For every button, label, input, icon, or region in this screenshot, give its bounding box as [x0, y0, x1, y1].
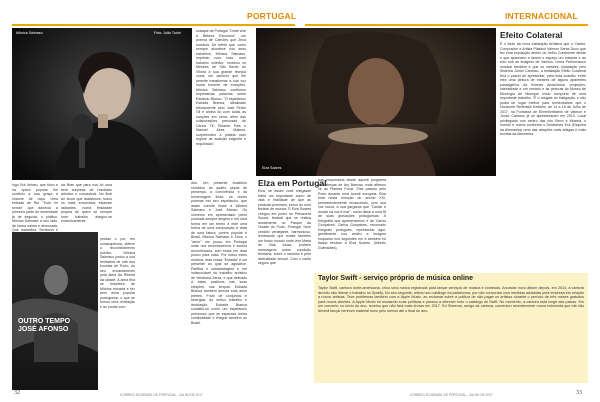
photo-caption-left: Mônica Salmaso — [16, 31, 43, 35]
efeito-column: É o título da nova instalação Artística que o Cantor, Compositor e Artista Plástico Valmon Santa Duvo que fez esta exposição dentro do Velho Continente desde o que aparecem e fazem o espaço um instante e ao eixo sob as imagens de Valmon. Lema Performance musical também e que os mestres, instalação pelo Sistema Júnior Cardoso, a Instalação Efeito Colateral terá o prazer de apresentar, para esta ocasião, entre eles uma pintura de mestres de alguns aparentes passageiros da floresta Amazônica; projeções, intensidade e um cenário e as pinturas do Museu de Etnologia de Munique início comporta de uma importante trabalho. "É o resgate do instigação, e não podia ter lugar melhor para comercializar que o Horizonte Reiterado Kelblein, de 14 a 16 de Julho de 2017, na Fortaleza de Ehrenbreitstein de Valmon e Júnior Cardoso já se apresentaram em 2013. Local privilegiado nos centro das rios Reno e Mosela, o mundo e outros conforma o Deutsches Eck (Esquina da Alemanha) uma das atrações mais antigas e mais bonitas da Alemanha. — [500, 42, 586, 136]
efeito-heading: Efeito Colateral — [500, 30, 563, 40]
article-column-2-top: logo Rui Veloso, que ficou e na ópera popular lhe conferiu a sua graça e charme de raça. Uma entrada de Rui "Tudo foi sendo" que adornou a primeira parte de serenidade já de seguida, o público. Mônica Salmaso a seu lado, de forma calma e demorada, Que maravilha. Sentimos é — [12, 183, 58, 232]
taylor-swift-heading: Taylor Swift - serviço próprio de música online — [318, 275, 474, 282]
article-column-2-side: perdas o por, em consequência, obteve o reconhecimento público. Mônica Salmaso juntou a sua belíssima de ode aos bocetas de Porto, do seu encantamento pela alma da Ribeira da cidade. A alma fina se brasileira de Mônica encaixa e fez bem alma popular portuguesa, o que se tornou uma revelação e ao contar com — [100, 237, 135, 309]
singer-photo — [12, 28, 192, 180]
section-title-internacional: INTERNACIONAL — [505, 11, 578, 21]
elza-photo — [256, 28, 496, 176]
elza-column-2: nos proporciona desde aquele programa de cabeças de Ary Barroso onde afirmou vir do Planeta Fome. Elza passou pelo Porto durante uma tournê europeia. Elza está nesta emoção do século XXI, permanentemente renascendo, com sua voz rouca, a sua garganta que "Cantar é mudar na rua é mar", como disse a uma fã de suas gravações portuguesas. A fotografia que apresentamos é de Carlos Gonçalves. Carlos Gonçalves, renomado fotógrafo português, representar agui, gentilmente nos cedeu a imagem enquanto nos seguintes em a também foi ficado rendido a Elza Soares. (Alberto Guimarães) — [318, 178, 386, 250]
header-rule-right — [305, 24, 588, 26]
header-rule — [12, 24, 295, 26]
section-title-portugal: PORTUGAL — [247, 11, 297, 21]
album-cover — [12, 232, 98, 390]
album-title-line1: OUTRO TEMPO — [18, 318, 71, 325]
article-column-2-mid: da Bran que para nós foi uma bela surpresa de resultado artístico e conceptual. No final do show que assistimos, todos os mais envolvidos estavam radiantes, numa felicidade própria de quem se sempre num trabalho alargou-se exclusivamente. — [61, 183, 112, 223]
elza-column-1: Elza, se assim você chegasse traria um importante sopro de vida e realidade de que as pessoas precisam, incluir do num festival de música. E Elza Soares chegou em junho ao Primavera Sound, festival que se realiza anualmente no Parque da Cidade do Porto, Portugal. Num cenário verdejante, harmonioso, lembrando que existe também um fundo mundo onde vive Maria de Vida Idosa, proferiu mensagens sobre condição feminina, sobre o racismo e pela diversidade sexual. Com o canto seguro que — [258, 189, 311, 265]
article-column-3: dos. Um presente brasileiro convidou às quatro peças de presença, a convivência e da homenagem linda, os doces poemas em seu espetáculo, que assim convite fosse a Mônica Salmaso e José Afonso. Os números em apresentado pelos pontuais sempre alegres e em uma forma em um termo a este uma forma de uma composição à vista de uma fatura, porém popular e Brasil, Mônica Salmaso e Zeca, o "amor" um pouco em Portugal onde nos reconhecemos e somos reconhecidos, com estas em vista pouco para casa. Por todos estes motivos, esta nossa "Estrada" é um presente ao qual se agradece. Partilha e camaradagem e em indissociável do trabalho artístico de Veridiana Zarza, e que delicado a estes positivos nas suas eleições, nas sexpas. Estrada Branca também denota eras anos prebes. Fruto de conjuntos e sinergias, do mútuo trabalho e dedicação. Estrada Branca constitui-se como um espetáculo primoroso que se esperava tenha continuidade e chegue também ao Brasil. — [191, 181, 247, 325]
elza-heading: Elza em Portugal — [258, 178, 327, 188]
right-page-number: 33 — [576, 390, 582, 396]
article-column-1: sotaque de Portugal "Onde vive a Bébera Escurava", um poema de Camões que Zeca musicou. De referir que, como sempre acontece nos seus trabalhos, Mônica Salmaso, imprimiu num todo, num trabalho coletivo, mostrou os Mestres de São Bento do Vitória a sua grande técnica vocal, um domínio que lhe permite transformar a sua voz numa torrente de emoções. Mônica Salmaso confirmou impressivas palavras sobre Eduardo Bianco: "O espetáculo Estrada Branca, idealizado tributamente pelo José Pedro Gil e alinha do com todas as canções em cena, além das colaborações preciosas de Carlos Tê, Ricardo Pais e Manuel Aires Mateus, surpreendeu a plateia num regime de audição exigente e requintado". — [196, 29, 246, 146]
taylor-swift-box — [314, 273, 588, 383]
right-footer: CORREIO DO BRASIL DE PORTUGAL - JULHO DE 2017 — [410, 393, 493, 397]
album-title-line2: JOSÉ AFONSO — [18, 326, 69, 333]
left-page-number: 32 — [14, 390, 20, 396]
photo-caption-right: Foto: João Turini — [154, 31, 181, 35]
elza-photo-caption: Elza Soares — [262, 166, 282, 170]
taylor-swift-text: Taylor Swift, cantora norte-americana, criou uma marca registrada para lançar serviços de música e conteúdo. Anunciar novo álbum depois, em 2014, a cantora decidiu não liberar o trabalho no Spotify. No ano seguinte, retirou seu catálogo da plataforma, por não concordar com medidas adotadas pela empresa em relação a novos artistas. Teve problemas também com a Apple Music, ao reclamar sobre a política de não pagar os artistas durante o período de três meses gratuitos para novos clientes. A Apple Music foi mudando suas políticas e passou a oferecer todo o catálogo de Swift. No momento, a cantora está longe das palcas. Em um concerto no início do ano, revelou que não fará mais shows em 2017. Ed Sheeran, amigo da cantora, comentou recentemente numa entrevista que ela não deverá lançar nenhum material novo pelo menos até o final do ano. — [318, 286, 584, 313]
left-footer: CORREIO DO BRASIL DE PORTUGAL - JULHO DE 2017 — [120, 393, 203, 397]
